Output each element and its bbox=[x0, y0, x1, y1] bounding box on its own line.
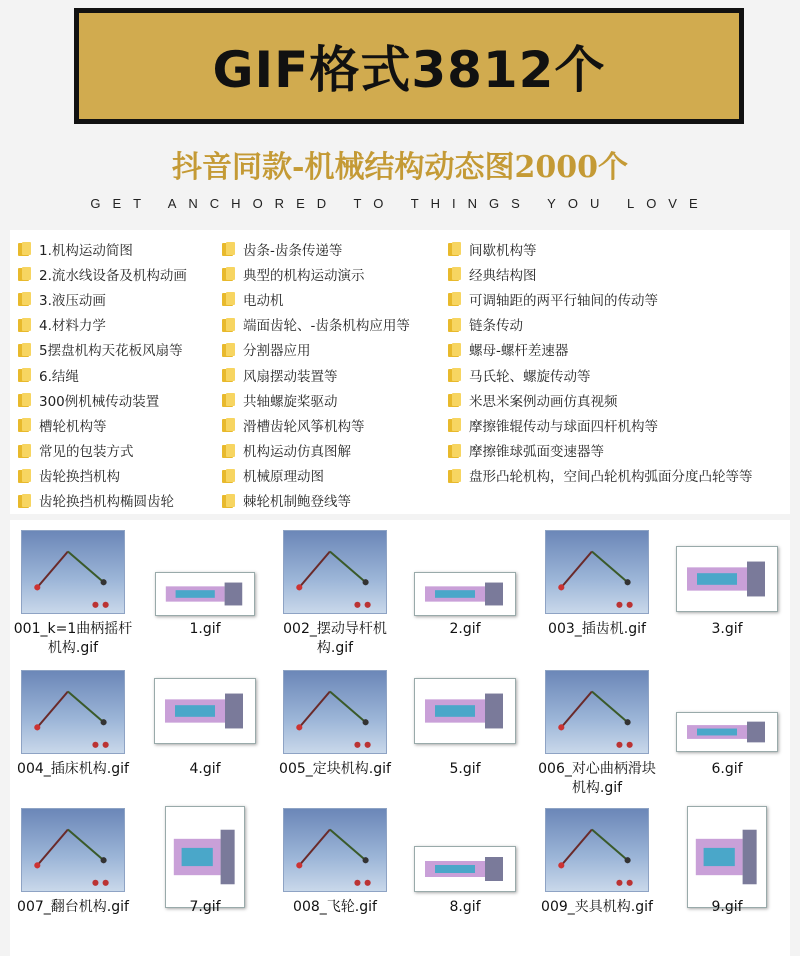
folder-icon bbox=[18, 392, 31, 407]
folder-label: 2.流水线设备及机构动画 bbox=[39, 267, 187, 284]
file-name: 4.gif bbox=[189, 761, 221, 777]
folder-item[interactable] bbox=[448, 337, 753, 362]
folder-icon bbox=[222, 342, 235, 357]
folder-icon bbox=[448, 317, 461, 332]
tagline: GET ANCHORED TO THINGS YOU LOVE bbox=[90, 196, 710, 211]
folder-label: 典型的机构运动演示 bbox=[243, 267, 365, 284]
folder-label: 机械原理动图 bbox=[243, 469, 324, 486]
folder-label: 端面齿轮、-齿条机构应用等 bbox=[243, 318, 410, 335]
folder-item[interactable] bbox=[222, 362, 410, 387]
file-name: 1.gif bbox=[189, 621, 221, 637]
folder-icon bbox=[18, 342, 31, 357]
folder-item[interactable] bbox=[448, 236, 753, 261]
folder-item[interactable] bbox=[18, 236, 187, 261]
crank-rocker-thumbnail bbox=[21, 530, 125, 614]
folder-label: 盘形凸轮机构，空间凸轮机构弧面分度凸轮等等 bbox=[469, 469, 753, 486]
screw-barrel-thumbnail bbox=[414, 572, 516, 616]
folder-icon bbox=[448, 417, 461, 432]
flip-table-thumbnail bbox=[21, 808, 125, 892]
file-name: 004_插床机构.gif bbox=[17, 761, 129, 777]
file-name: 002_摆动导杆机构.gif bbox=[283, 621, 387, 656]
folder-label: 螺母-螺杆差速器 bbox=[469, 343, 569, 360]
folder-label: 摩擦锥球弧面变速器等 bbox=[469, 444, 604, 461]
file-name: 6.gif bbox=[711, 761, 743, 777]
file-name: 2.gif bbox=[449, 621, 481, 637]
folder-item[interactable] bbox=[222, 387, 410, 412]
folder-icon bbox=[222, 266, 235, 281]
file-name: 009_夹具机构.gif bbox=[541, 899, 653, 915]
folder-item[interactable] bbox=[18, 312, 187, 337]
mold-section-thumbnail bbox=[676, 546, 778, 612]
folder-label: 链条传动 bbox=[469, 318, 523, 335]
folder-label: 齿条-齿条传递等 bbox=[243, 242, 343, 259]
folder-label: 风扇摆动装置等 bbox=[243, 368, 338, 385]
folder-column-2 bbox=[222, 236, 410, 513]
folder-icon bbox=[18, 367, 31, 382]
file-name: 8.gif bbox=[449, 899, 481, 915]
folder-item[interactable] bbox=[18, 463, 187, 488]
gear-shaper-thumbnail bbox=[545, 530, 649, 614]
folder-item[interactable] bbox=[448, 362, 753, 387]
swing-guide-thumbnail bbox=[283, 530, 387, 614]
folder-item[interactable] bbox=[222, 412, 410, 437]
folder-icon bbox=[18, 443, 31, 458]
folder-label: 间歇机构等 bbox=[469, 242, 537, 259]
file-name: 008_飞轮.gif bbox=[293, 899, 377, 915]
file-name: 006_对心曲柄滑块机构.gif bbox=[538, 761, 656, 796]
folder-item[interactable] bbox=[18, 286, 187, 311]
folder-icon bbox=[18, 291, 31, 306]
folder-label: 机构运动仿真图解 bbox=[243, 444, 351, 461]
folder-label: 滑槽齿轮风筝机构等 bbox=[243, 418, 365, 435]
folder-icon bbox=[222, 392, 235, 407]
file-name: 007_翻台机构.gif bbox=[17, 899, 129, 915]
folder-list-panel bbox=[10, 230, 790, 514]
folder-label: 分割器应用 bbox=[243, 343, 311, 360]
folder-item[interactable] bbox=[222, 337, 410, 362]
mold-assembly-thumbnail bbox=[165, 806, 245, 908]
folder-item[interactable] bbox=[222, 488, 410, 513]
flywheel-thumbnail bbox=[283, 808, 387, 892]
folder-icon bbox=[448, 367, 461, 382]
folder-item[interactable] bbox=[222, 261, 410, 286]
folder-icon bbox=[448, 443, 461, 458]
mold-thumbnail bbox=[154, 678, 256, 744]
folder-label: 共轴螺旋桨驱动 bbox=[243, 393, 338, 410]
folder-icon bbox=[448, 241, 461, 256]
folder-label: 电动机 bbox=[243, 292, 284, 309]
injection-machine-thumbnail bbox=[155, 572, 255, 616]
folder-item[interactable] bbox=[222, 236, 410, 261]
nozzle-thumbnail bbox=[414, 846, 516, 892]
slider-crank-thumbnail bbox=[545, 670, 649, 754]
folder-item[interactable] bbox=[18, 488, 187, 513]
folder-icon bbox=[18, 468, 31, 483]
file-name: 003_插齿机.gif bbox=[548, 621, 646, 637]
folder-icon bbox=[222, 493, 235, 508]
folder-item[interactable] bbox=[18, 362, 187, 387]
slotting-mechanism-thumbnail bbox=[21, 670, 125, 754]
folder-label: 300例机械传动装置 bbox=[39, 393, 160, 410]
clamp-thumbnail bbox=[545, 808, 649, 892]
file-name: 9.gif bbox=[711, 899, 743, 915]
folder-item[interactable] bbox=[448, 286, 753, 311]
folder-label: 可调轴距的两平行轴间的传动等 bbox=[469, 292, 658, 309]
folder-label: 经典结构图 bbox=[469, 267, 537, 284]
file-name: 001_k=1曲柄摇杆机构.gif bbox=[13, 621, 133, 656]
mold-core-thumbnail bbox=[414, 678, 516, 744]
folder-label: 齿轮换挡机构椭圆齿轮 bbox=[39, 494, 174, 511]
subtitle: 抖音同款-机械结构动态图2000个 bbox=[172, 150, 628, 185]
folder-label: 6.结绳 bbox=[39, 368, 79, 385]
fixed-block-thumbnail bbox=[283, 670, 387, 754]
folder-icon bbox=[18, 493, 31, 508]
folder-item[interactable] bbox=[448, 387, 753, 412]
folder-item[interactable] bbox=[448, 438, 753, 463]
folder-icon bbox=[222, 367, 235, 382]
injection-unit-thumbnail bbox=[676, 712, 778, 752]
folder-label: 摩擦锥辊传动与球面四杆机构等 bbox=[469, 418, 658, 435]
folder-icon bbox=[448, 291, 461, 306]
file-name: 005_定块机构.gif bbox=[279, 761, 391, 777]
folder-icon bbox=[448, 342, 461, 357]
folder-item[interactable] bbox=[222, 438, 410, 463]
folder-icon bbox=[448, 392, 461, 407]
folder-icon bbox=[222, 417, 235, 432]
folder-icon bbox=[18, 417, 31, 432]
folder-icon bbox=[448, 468, 461, 483]
folder-icon bbox=[18, 266, 31, 281]
banner-title: GIF格式3812个 bbox=[212, 41, 606, 99]
folder-label: 槽轮机构等 bbox=[39, 418, 107, 435]
file-name: 3.gif bbox=[711, 621, 743, 637]
folder-label: 马氏轮、螺旋传动等 bbox=[469, 368, 591, 385]
folder-item[interactable] bbox=[448, 261, 753, 286]
folder-item[interactable] bbox=[222, 463, 410, 488]
folder-icon bbox=[222, 291, 235, 306]
folder-item[interactable] bbox=[448, 463, 753, 488]
folder-label: 常见的包装方式 bbox=[39, 444, 134, 461]
folder-label: 5摆盘机构天花板风扇等 bbox=[39, 343, 183, 360]
folder-label: 1.机构运动简图 bbox=[39, 242, 133, 259]
folder-item[interactable] bbox=[448, 312, 753, 337]
folder-item[interactable] bbox=[448, 412, 753, 437]
folder-item[interactable] bbox=[18, 337, 187, 362]
mold-tall-thumbnail bbox=[687, 806, 767, 908]
file-name: 7.gif bbox=[189, 899, 221, 915]
folder-item[interactable] bbox=[222, 286, 410, 311]
folder-column-1 bbox=[18, 236, 187, 513]
folder-item[interactable] bbox=[18, 412, 187, 437]
folder-item[interactable] bbox=[18, 438, 187, 463]
folder-column-3 bbox=[448, 236, 753, 488]
folder-label: 米思米案例动画仿真视频 bbox=[469, 393, 618, 410]
folder-label: 3.液压动画 bbox=[39, 292, 106, 309]
folder-label: 齿轮换挡机构 bbox=[39, 469, 120, 486]
folder-icon bbox=[222, 317, 235, 332]
folder-icon bbox=[222, 241, 235, 256]
folder-item[interactable] bbox=[222, 312, 410, 337]
file-grid-panel bbox=[10, 520, 790, 956]
folder-icon bbox=[222, 468, 235, 483]
folder-label: 4.材料力学 bbox=[39, 318, 106, 335]
folder-label: 棘轮机制鲍登线等 bbox=[243, 494, 351, 511]
folder-icon bbox=[18, 241, 31, 256]
file-name: 5.gif bbox=[449, 761, 481, 777]
folder-icon bbox=[222, 443, 235, 458]
folder-item[interactable] bbox=[18, 261, 187, 286]
folder-icon bbox=[448, 266, 461, 281]
folder-icon bbox=[18, 317, 31, 332]
title-banner bbox=[74, 8, 744, 124]
folder-item[interactable] bbox=[18, 387, 187, 412]
